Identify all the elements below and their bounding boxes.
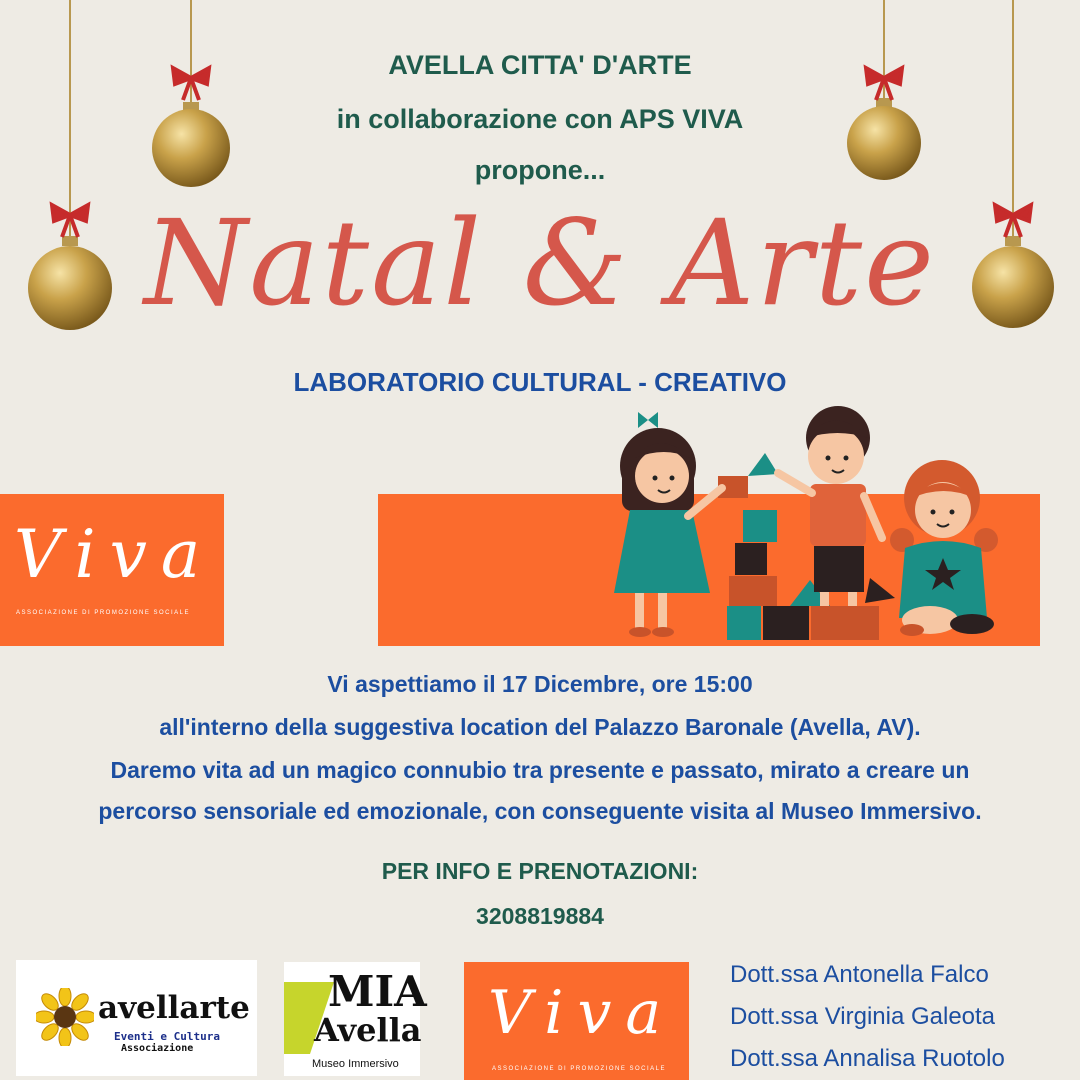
avellarte-name: avellarte	[98, 990, 250, 1026]
viva-logo-word: Viva	[14, 516, 215, 593]
mia-caption: Museo Immersivo	[312, 1058, 399, 1070]
viva-logo-tagline: ASSOCIAZIONE DI PROMOZIONE SOCIALE	[492, 1066, 667, 1072]
girl-figure	[614, 412, 722, 637]
sunflower-icon	[36, 988, 94, 1046]
credit-name: Dott.ssa Antonella Falco	[730, 961, 989, 988]
event-date: Vi aspettiamo il 17 Dicembre, ore 15:00	[327, 671, 753, 697]
mia-subtitle: Avella	[314, 1011, 422, 1049]
avellarte-logo	[16, 960, 257, 1076]
info-phone[interactable]: 3208819884	[476, 903, 604, 929]
mia-avella-logo	[284, 962, 427, 1076]
girl-figure	[890, 460, 998, 636]
event-location: all'interno della suggestiva location del Palazzo Baronale (Avella, AV).	[159, 714, 921, 740]
viva-logo-bottom	[464, 962, 689, 1080]
ornament-icon	[847, 0, 921, 180]
kids-playing-illustration	[600, 398, 1010, 648]
credit-name: Dott.ssa Virginia Galeota	[730, 1003, 996, 1030]
avellarte-sub1: Eventi e Cultura	[114, 1030, 220, 1043]
credit-name: Dott.ssa Annalisa Ruotolo	[730, 1045, 1005, 1072]
mia-title: MIA	[328, 967, 427, 1016]
event-description-2: percorso sensoriale ed emozionale, con conseguente visita al Museo Immersivo.	[98, 798, 982, 824]
viva-logo-banner	[0, 494, 224, 646]
event-title: Natal & Arte	[143, 194, 937, 332]
boy-figure	[778, 406, 882, 606]
header-propone: propone...	[474, 155, 606, 185]
event-subtitle: LABORATORIO CULTURAL - CREATIVO	[293, 367, 787, 397]
avellarte-sub2: Associazione	[121, 1043, 194, 1054]
viva-logo-word: Viva	[488, 978, 676, 1048]
info-label: PER INFO E PRENOTAZIONI:	[381, 858, 699, 884]
event-description-1: Daremo vita ad un magico connubio tra presente e passato, mirato a creare un	[110, 757, 970, 783]
viva-logo-tagline: ASSOCIAZIONE DI PROMOZIONE SOCIALE	[16, 610, 191, 616]
header-collaboration: in collaborazione con APS VIVA	[336, 104, 744, 134]
header-organizer: AVELLA CITTA' D'ARTE	[388, 50, 692, 80]
